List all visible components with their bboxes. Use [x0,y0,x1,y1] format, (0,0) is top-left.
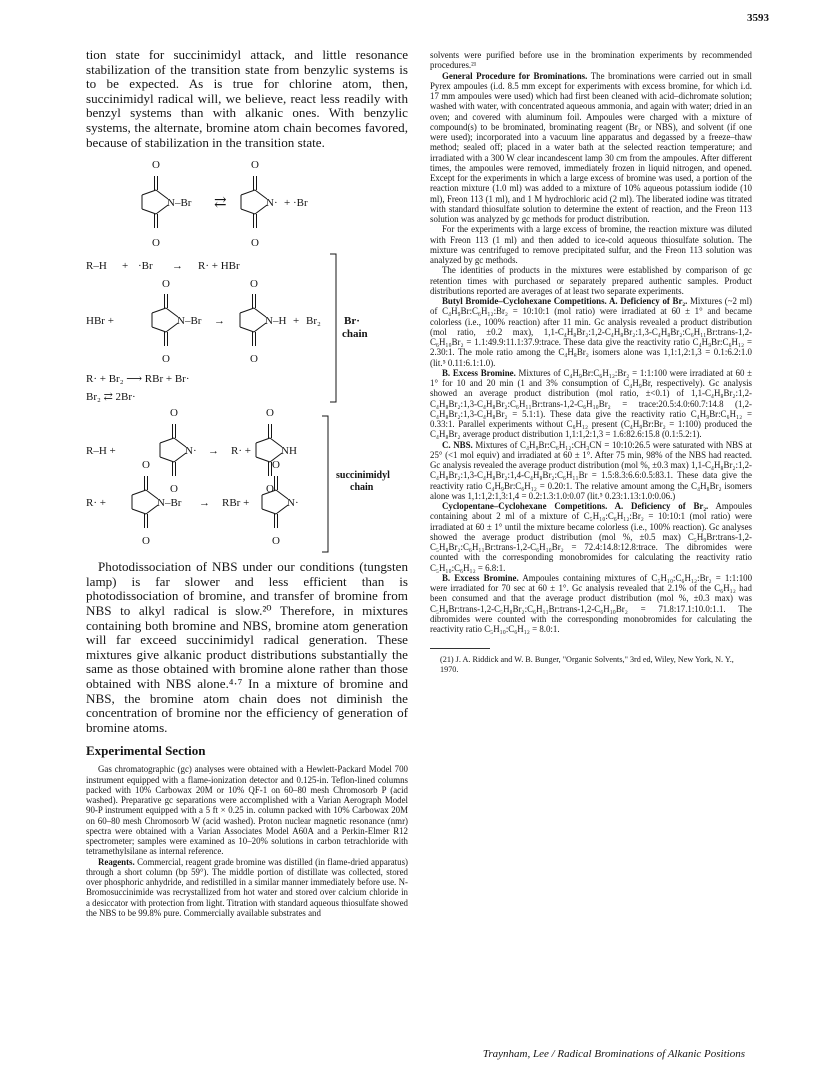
run-in-heading: General Procedure for Brominations. [442,70,588,81]
gc-paragraph: Gas chromatographic (gc) analyses were obtained with a Hewlett-Packard Model 700 instrument equipped with a flame-ionization detector and 0.125-in. Teflon-lined columns packed with 10% Carbowax 20M or 10% QF-1 on 60–80 mesh Chromosorb P (acid washed). Preparative gc separations were accomplished with a Varian Aerograph Model 90-P instrument equipped with a 5 ft × 0.25 in. column packed with 10% Carbowax 20M on 60–80 mesh Chromosorb W (acid washed). Proton nuclear magnetic resonance (nmr) spectra were obtained with a Varian Associates Model A60A and a Perkin-Elmer R12 spectrometer; samples were examined as 10–20% solutions in carbon tetrachloride with tetramethylsilane as internal reference. [86,764,408,857]
page-number: 3593 [747,12,769,24]
reaction-scheme [86,154,408,554]
eq5-arrow: → [208,445,219,458]
succinimide-ring [160,424,186,476]
br-chain-label: chain [342,328,368,341]
run-in-heading: Cyclopentane–Cyclohexane Competitions. A. Deficiency of Br₂. [442,501,709,511]
oxygen-label: O [152,159,160,172]
oxygen-label: O [142,535,150,548]
eq3: R· + Br₂ ⟶ RBr + Br· [86,373,190,386]
oxygen-label: O [251,237,259,250]
oxygen-label: O [272,535,280,548]
run-in-heading: C. NBS. [442,439,473,450]
eq1-br: ·Br [138,260,153,273]
footnote: (21) J. A. Riddick and W. B. Bunger, "Organic Solvents," 3rd ed, Wiley, New York, N. Y., 1970. [440,655,734,675]
succinimide-ring [241,176,267,228]
run-in-heading: Butyl Bromide–Cyclohexane Competitions. A. Deficiency of Br₂. [442,296,688,306]
run-in-heading: B. Excess Bromine. [442,367,516,378]
br-chain-label: Br· [344,315,360,328]
eq6-mid: RBr + [222,497,250,510]
right-column [430,50,752,675]
n-radical-label: N· [185,445,197,458]
butyl-nbs-paragraph [430,440,752,502]
footnote-divider [430,648,490,649]
intro-paragraph: tion state for succinimidyl attack, and little resonance stabilization of the transition state from benzylic systems is to be expected. As is true for chlorine atom, then, succinimidyl radical will, we believe, react less readily with benzyl systems than with alkanic ones. With benzylic systems, the alternate, bromine atom chain becomes favored, because of stabilization in the transition state. [86,47,408,150]
run-in-heading: Reagents. [98,856,135,867]
cyclopentane-deficiency-paragraph [430,501,752,573]
oxygen-label: O [250,278,258,291]
succinimide-ring [240,294,266,346]
eq2-plus: + [293,315,300,328]
chain-bracket [330,254,336,402]
eq5-mid: R· + [231,445,251,458]
equilibrium-arrow: ⇄ [214,195,227,212]
butyl-deficiency-paragraph [430,296,752,368]
run-in-heading: B. Excess Bromine. [442,572,519,583]
solvents-paragraph: solvents were purified before use in the bromination experiments by recommended procedures.²¹ [430,50,752,71]
paragraph-text: Ampoules containing about 2 ml of a mixture of C₅H₁₀:C₆H₁₂:Br₂ = 10:10:1 (mol ratio) were irradiated at 60 ± 1° until the mixture became colorless (i.e., 100% reaction). Gc analyses showed the average product distribution (mol %, ±0.5 max) C₅H₉Br:trans-1,2-C₅H₈Br₂:C₆H₁₁Br:trans-1,2-C₆H₁₀Br₂ = 72.4:14.8:12.8:trace. The dibromides were counted with the corresponding monobromides for calculating the reactivity ratio C₅H₁₀:C₆H₁₂ = 6.8:1. [430,501,752,573]
paragraph-text: Mixtures of C₄H₉Br:C₆H₁₂:Br₂ = 1:1:100 were irradiated at 60 ± 1° for 10 and 20 min (1 and 3% consumption of C₄H₉Br, respectively). Gc analysis showed an average product distribution (mol ratio, ±<0.1) of 1,1-C₄H₈Br₂:1,2-C₄H₈Br₂:1,3-C₄H₈Br₂:C₆H₁₁Br:trans-1,2-C₆H₁₀Br₂ = trace:20.5:4.0:60.7:14.8 (1,2-C₄H₈Br₂:1,3-C₄H₈Br₂ = 5.1:1). These data give the reactivity ratio C₄H₉Br:C₆H₁₂ = 0.33:1. Parallel experiments without C₆H₁₂ present (C₄H₉Br:Br₂ = 1:100) produced the C₄H₈Br₂ average product distribution 1,1:1,2:1,3 = 1.6:82.6:15.8 (0.1:5.2:1). [430,367,752,440]
excess-bromine-procedure-paragraph: For the experiments with a large excess of bromine, the reaction mixture was diluted with Freon 113 (1 ml) and then added to ice-cold aqueous thiosulfate solution. The mixture was centrifuged to remove precipitated sulfur, and the Freon 113 solution was analyzed by gc methods. [430,224,752,265]
running-footer: Traynham, Lee / Radical Brominations of Alkanic Positions [482,1048,745,1060]
paragraph-text: Mixtures (~2 ml) of C₄H₉Br:C₆H₁₂:Br₂ = 10:10:1 (mol ratio) were irradiated at 60 ± 1° and became colorless (i.e., 100% reaction) after 11 min. Gc analysis revealed a product distribution (mol ratio, ±0.2 max), 1,1-C₄H₈Br₂:1,2-C₄H₈Br₂:1,3-C₄H₈Br₂:C₆H₁₁Br:trans-1,2-C₆H₁₀Br₂ = 1.1:49.9:11.1:37.9:trace. These data give the reactivity ratio C₄H₉Br:C₆H₁₂ = 2.30:1. The mole ratio among the C₄H₈Br₂ isomers alone was 1,1:1,2:1,3 = 0.1:6.2:1.0 (lit.⁵ 0.11:6.1:1.0). [430,296,752,368]
succinimide-ring [142,176,168,228]
oxygen-label: O [170,407,178,420]
reagents-paragraph [86,857,408,919]
nbr-label: N–Br [177,315,202,328]
eq2-left: HBr + [86,315,114,328]
eq1-plus: + [122,260,129,273]
nh-label: N–H [265,315,287,328]
succinimidyl-chain-label: chain [350,482,374,494]
paragraph-text: Mixtures of C₄H₉Br:C₆H₁₂:CH₃CN = 10:10:26.5 were saturated with NBS at 25° (<1 mol equiv) and irradiated at 60 ± 1°. After 75 min, 98% of the NBS had reacted. Gc analysis revealed the average product distribution (mol %, ±0.3 max) 1,1-C₄H₈Br₂:1,2-C₄H₈Br₂:1,3-C₄H₈Br₂:1,4-C₄H₈Br₂:C₆H₁₁Br = 1.5:8.3:6.6:0.5:83.1. These data give the reactivity ratio C₄H₉Br:C₆H₁₂ = 0.20:1. The relative amount among the C₄H₈Br₂ isomers alone was 1,1:1,2:1,3:1,4 = 0.2:1.3:1.0:0.07 (lit.⁵ 0.23:1.13:1.0:0.06.) [430,439,752,501]
product-identity-paragraph: The identities of products in the mixtures were established by comparison of gc retention times with purchased or separately prepared authentic samples. Product distributions reported are averages of at least two separate experiments. [430,265,752,296]
oxygen-label: O [170,483,178,496]
succinimidyl-chain-label: succinimidyl [336,470,390,482]
eq4: Br₂ ⇄ 2Br· [86,391,136,404]
paragraph-text: Commercial, reagent grade bromine was distilled (in flame-dried apparatus) through a short column (bp 59°). The middle portion of distillate was collected, stored over phosphoric anhydride, and redistilled in a similar manner immediately before use. N-Bromosuccinimide was recrystallized from hot water and stored over calcium chloride in a desiccator with protection from light. Titration with standard aqueous thiosulfate showed the NBS to be 99.8% pure. Commercially available substrates and [86,856,408,918]
oxygen-label: O [266,407,274,420]
cyclopentane-excess-paragraph [430,573,752,635]
equilibrium-row [142,159,308,249]
succinimidyl-chain [86,407,390,552]
oxygen-label: O [266,483,274,496]
eq1-left: R–H [86,260,107,273]
oxygen-label: O [152,237,160,250]
oxygen-label: O [250,353,258,366]
oxygen-label: O [272,459,280,472]
section-heading: Experimental Section [86,743,206,759]
nh-label: NH [281,445,297,458]
reaction-scheme-drawing [86,154,408,554]
eq1-right: R· + HBr [198,260,240,273]
photodissociation-paragraph: Photodissociation of NBS under our conditions (tungsten lamp) is far slower and less efficient than is photodissociation of bromine, and transfer of bromine from NBS to alkyl radical is slow.²⁰ Therefore, in mixtures containing both bromine and NBS, bromine atom generation will far exceed succinimidyl radical generation. These mixtures give alkanic product distributions substantially the same as those obtained with bromine alone rather than those obtained with NBS alone.⁴·⁷ In a mixture of bromine and NBS, the bromine atom chain does not diminish the concentration of bromine nor the efficiency of generation of bromine atoms. [86,559,408,735]
eq6-left: R· + [86,497,106,510]
plus-br-label: + ·Br [284,197,308,210]
succinimide-ring [152,294,178,346]
eq2-arrow: → [214,315,225,328]
n-radical-label: N· [266,197,278,210]
bromine-chain [86,254,368,403]
eq6-arrow: → [199,497,210,510]
chain-bracket [322,416,328,552]
eq5-left: R–H + [86,445,116,458]
oxygen-label: O [162,278,170,291]
butyl-excess-paragraph [430,368,752,440]
paragraph-text: Ampoules containing mixtures of C₅H₁₀:C₆H₁₂:Br₂ = 1:1:100 were irradiated for 70 sec at 60 ± 1°. Gc analysis revealed that 2.1% of the C₆H₁₂ had been consumed and that the average product distribution (mol %, ±0.3 max) was C₅H₉Br:trans-1,2-C₅H₈Br₂:C₆H₁₁Br:trans-1,2-C₆H₁₀Br₂ = 71.8:17.1:10.0:1.1. The dibromides were counted with the corresponding monobromides for calculating the reactivity ratio C₅H₁₀:C₆H₁₂ = 8.0:1. [430,572,752,634]
eq1-arrow: → [172,260,183,273]
paragraph-text: The brominations were carried out in small Pyrex ampoules (i.d. 8.5 mm except for experiments with excess bromine, for which i.d. 17 mm ampoules were used) which had first been cleaned with acid–dichromate solution; washed with water, with concentrated aqueous ammonia, and again with water; dried in an oven; and covered with aluminum foil. Ampoules were charged with a mixture of compound(s) to be brominated, brominating reagent (Br₂ or NBS), and solvent (if one were used); incorporated into a vacuum line apparatus and degassed by a freeze–thaw method; sealed off; placed in a water bath at the selected reaction temperature; and irradiated with a 300 W clear incandescent lamp 30 cm from the ampoules. After different times, the ampoules were removed, immediately frozen in liquid nitrogen, and opened. Except for the experiments in which a large excess of bromine was used, a portion of the reaction mixture (1.0 ml) was added to a mixture of 10% aqueous potassium iodide (10 ml), Freon 113 (1 ml), and 1 M hydrochloric acid (2 ml). The liberated iodine was titrated with standard thiosulfate solution to determine the extent of reaction, and the Freon 113 solution was analyzed by gc methods for product distribution. [430,70,752,224]
oxygen-label: O [162,353,170,366]
oxygen-label: O [142,459,150,472]
oxygen-label: O [251,159,259,172]
n-radical-label: N· [287,497,299,510]
general-procedure-paragraph [430,71,752,225]
left-column [86,48,408,918]
succinimide-ring [132,476,158,528]
nbr-label: N–Br [167,197,192,210]
nbr-label: N–Br [157,497,182,510]
eq2-br2: Br₂ [306,315,321,328]
